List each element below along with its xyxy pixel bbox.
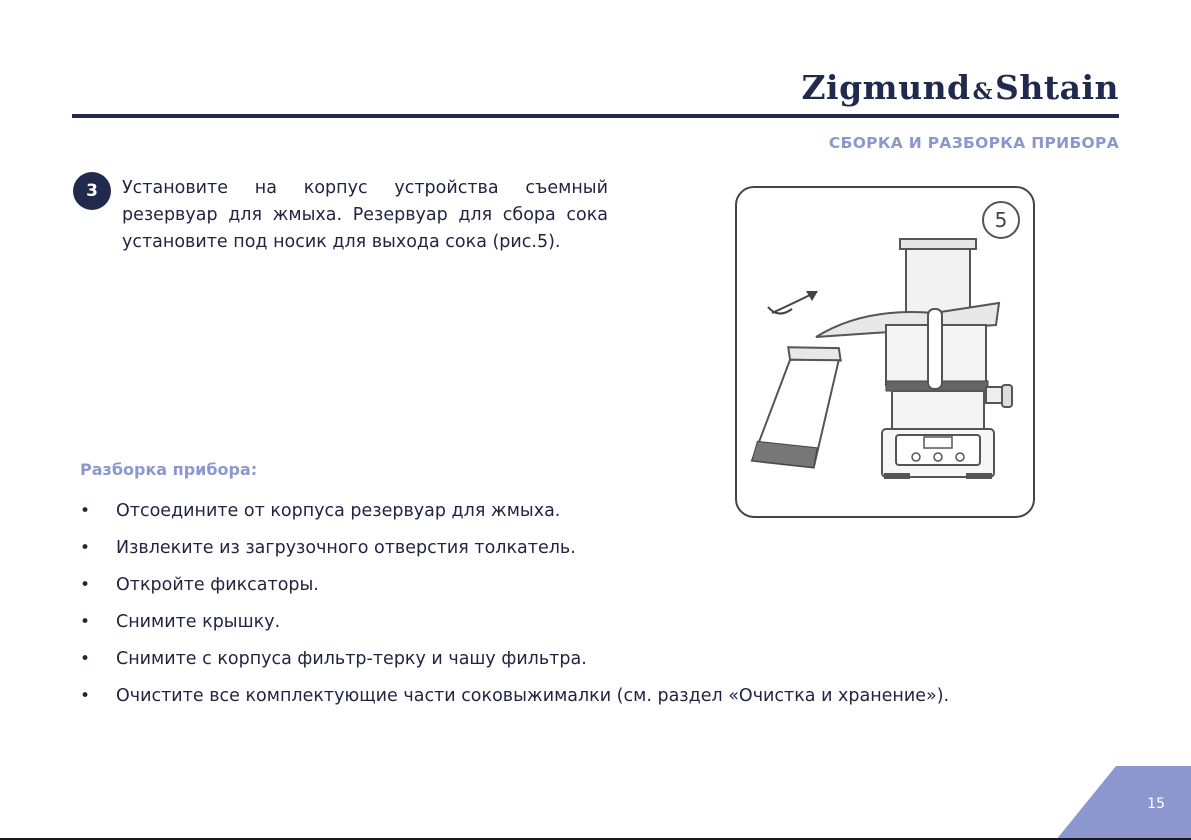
list-item (80, 538, 949, 575)
section-title: СБОРКА И РАЗБОРКА ПРИБОРА (828, 134, 1119, 152)
list-item (80, 501, 949, 538)
juicer-illustration (734, 185, 1036, 519)
brand-name-left: Zigmund (801, 68, 971, 107)
bullet-icon: • (80, 575, 91, 595)
bullet-icon: • (80, 538, 91, 558)
bullet-icon: • (80, 686, 91, 706)
page-number: 15 (1147, 796, 1165, 812)
disassembly-title: Разборка прибора: (80, 460, 258, 479)
list-item (80, 686, 949, 723)
list-item (80, 612, 949, 649)
step-text: Установите на корпус устройства съемный резервуар для жмыха. Резервуар для сбора сока установите под носик для выхода сока (рис.5). (122, 178, 608, 252)
list-item-text: Извлеките из загрузочного отверстия толкатель. (116, 538, 576, 558)
list-item-text: Отсоедините от корпуса резервуар для жмыха. (116, 501, 561, 521)
list-item-text: Очистите все комплектующие части соковыжималки (см. раздел «Очистка и хранение»). (116, 686, 950, 706)
list-item-text: Снимите с корпуса фильтр-терку и чашу фильтра. (116, 649, 587, 669)
brand-name-right: Shtain (995, 68, 1119, 107)
list-item (80, 649, 949, 686)
header-rule (72, 114, 1119, 118)
bullet-icon: • (80, 612, 91, 632)
bullet-icon: • (80, 649, 91, 669)
bullet-icon: • (80, 501, 91, 521)
step-number-badge: 3 (73, 172, 111, 210)
brand-amp: & (972, 79, 994, 105)
figure-number: 5 (994, 208, 1008, 232)
lock-arm (928, 309, 942, 389)
brand-logo (801, 68, 1119, 107)
page-corner-triangle (1056, 766, 1191, 840)
list-item-text: Откройте фиксаторы. (116, 575, 319, 595)
feed-tube (906, 245, 970, 317)
list-item (80, 575, 949, 612)
list-item-text: Снимите крышку. (116, 612, 281, 632)
disassembly-list (80, 501, 949, 723)
